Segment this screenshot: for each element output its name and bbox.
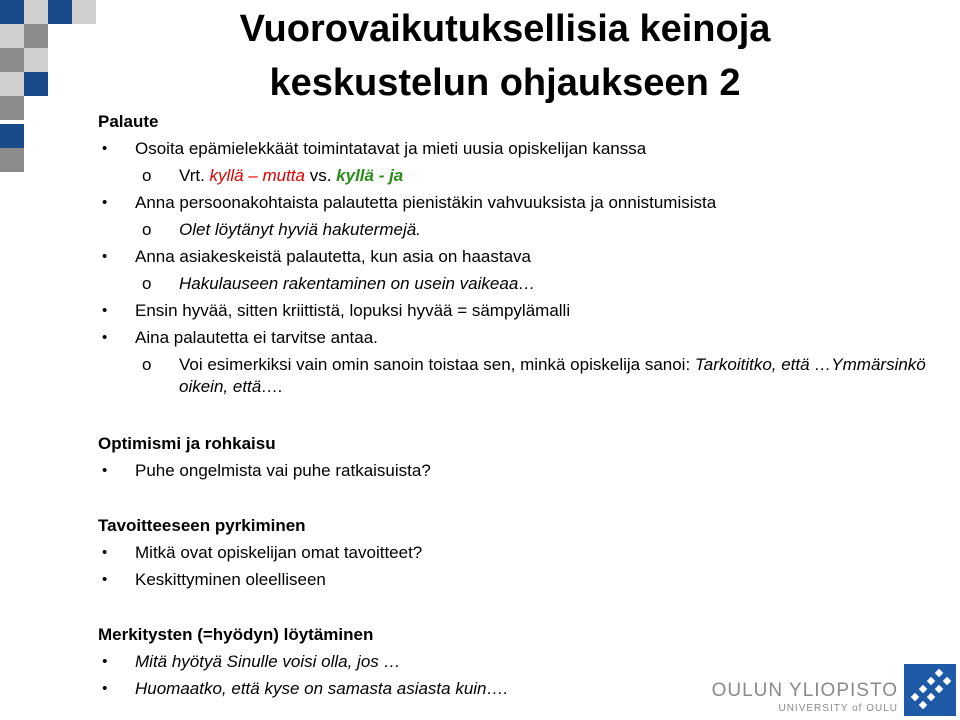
section-heading-merkitys: Merkitysten (=hyödyn) löytäminen: [98, 625, 374, 644]
sub-bullet-example: Tarkoititko, että …Ymmärsinkö oikein, että….: [179, 355, 926, 396]
spacer: [98, 402, 928, 430]
bullet-item: • Puhe ongelmista vai puhe ratkaisuista?: [98, 457, 928, 484]
sub-bullet-marker: o: [142, 274, 152, 293]
kylla-ja-text: kyllä - ja: [336, 166, 404, 185]
sub-bullet-marker: o: [142, 355, 152, 374]
sub-bullet-item: [98, 270, 928, 297]
title-line-2: keskustelun ohjaukseen 2: [269, 62, 741, 104]
sub-bullet-text: Voi esimerkiksi vain omin sanoin toistaa sen, minkä opiskelija sanoi:: [179, 355, 695, 374]
bullet-item: • Aina palautetta ei tarvitse antaa.: [98, 324, 928, 351]
sub-bullet-text: Olet löytänyt hyviä hakutermejä.: [179, 220, 421, 239]
section-heading-tavoite: Tavoitteeseen pyrkiminen: [98, 516, 306, 535]
bullet-item: • Mitkä ovat opiskelijan omat tavoitteet?: [98, 539, 928, 566]
bullet-item: • Ensin hyvää, sitten kriittistä, lopuksi hyvää = sämpylämalli: [98, 297, 928, 324]
section-heading-optimismi: Optimismi ja rohkaisu: [98, 434, 276, 453]
section-heading-palaute: Palaute: [98, 112, 159, 131]
vs-text: vs.: [304, 166, 337, 185]
sub-bullet-item: [98, 216, 928, 243]
kylla-mutta-text: kyllä – mutta: [209, 166, 305, 185]
sub-bullet-marker: o: [142, 166, 152, 185]
bullet-item: • Anna persoonakohtaista palautetta pienistäkin vahvuuksista ja onnistumisista: [98, 189, 928, 216]
university-emblem-icon: [904, 664, 956, 716]
logo-line-2: UNIVERSITY of OULU: [778, 703, 898, 714]
vrt-text: Vrt.: [179, 166, 210, 185]
bullet-item: • Anna asiakeskeistä palautetta, kun asia on haastava: [98, 243, 928, 270]
university-logo-text: [712, 680, 898, 716]
slide-title: [195, 2, 815, 110]
bullet-item: • Keskittyminen oleelliseen: [98, 566, 928, 593]
bullet-item: • Mitä hyötyä Sinulle voisi olla, jos …: [98, 648, 928, 675]
sub-bullet-item: [98, 351, 928, 402]
bullet-item: • Osoita epämielekkäät toimintatavat ja mieti uusia opiskelijan kanssa: [98, 135, 928, 162]
sub-bullet-item: [98, 162, 928, 189]
logo-line-1: OULUN YLIOPISTO: [711, 680, 898, 701]
bullet-item: • Huomaatko, että kyse on samasta asiasta kuin….: [98, 675, 928, 702]
sub-bullet-text: Hakulauseen rakentaminen on usein vaikeaa…: [179, 274, 536, 293]
corner-squares-decoration: [0, 0, 100, 180]
spacer: [98, 593, 928, 621]
title-line-1: Vuorovaikutuksellisia keinoja: [239, 8, 771, 50]
slide-content: [98, 108, 928, 702]
sub-bullet-marker: o: [142, 220, 152, 239]
spacer: [98, 484, 928, 512]
